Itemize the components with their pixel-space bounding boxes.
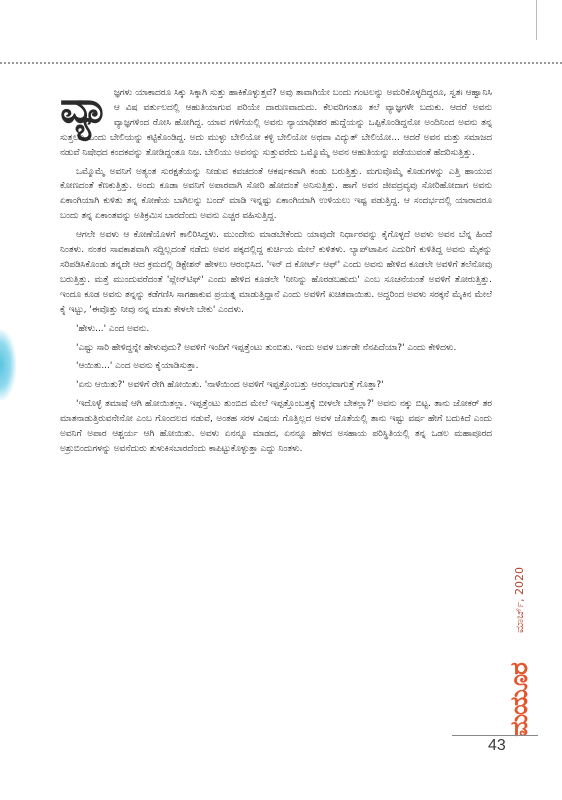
paragraph-3: ಆಗಲೇ ಅವಳು ಆ ಕೋಣೆಯೊಳಗೆ ಕಾಲಿರಿಸಿದ್ದಳು. ಮುಂದೇನು ಮಾಡಬೇಕೆಂದು ಯಾವುದೇ ನಿರ್ಧಾರವನ್ನು ಕೈಗೊಳ್ಳದೆ ಅವಳು ಅವನ ಬೆನ್ನ ಹಿಂದೆ ನಿಂತಳು. ನಂತರ ಸಾವಕಾಶವಾಗಿ ಸದ್ದಿಲ್ಲದಂತೆ ನಡೆದು ಅವನ ಪಕ್ಕದಲ್ಲಿದ್ದ ಕುರ್ಚಿಯ ಮೇಲೆ ಕುಳಿತಳು. ಲ್ಯಾಪ್‌ಟಾಪಿನ ಎದುರಿಗೆ ಕುಳಿತಿದ್ದ ಅವನು ಮೈಕನ್ನು ಸರಿಪಡಿಸಿಕೊಂಡು ತನ್ನದೇ ಆದ ಕ್ರಮದಲ್ಲಿ ಡಿಕ್ಟೇಶನ್ ಹೇಳಲು ಆರಂಭಿಸಿದ. 'ಇನ್ ದ ಕೋರ್ಟ್ ಆಫ್' ಎಂದು ಅವನು ಹೇಳಿದ ಕೂಡಲೇ ಅವಳಿಗೆ ತಲೆನೋವು ಬರುತ್ತಿತ್ತು. ಮತ್ತೆ ಮುಂದುವರೆದಂತೆ 'ಪ್ಲೇನ್‌ಟಿಫ್' ಎಂದು ಹೇಳಿದ ಕೂಡಲೇ 'ನೀನಿನ್ನು ಹೊರಡಬಹುದು' ಎಂಬ ಸೂಚನೆಯಂತೆ ಅವಳಿಗೆ ತೋರುತ್ತಿತ್ತು. ಇಂದೂ ಕೂಡ ಅವನು ತನ್ನನ್ನು ಕಡೆಗಣಿಸಿ ಸಾಗಹಾಕುವ ಪ್ರಯತ್ನ ಮಾಡುತ್ತಿದ್ದಾನೆ ಎಂದು ಅವಳಿಗೆ ಖಚಿತವಾಯಿತು. ಅದ್ದರಿಂದ ಅವಳು ಸರಕ್ಕನೆ ಮೈಕಿನ ಮೇಲೆ ಕೈ ಇಟ್ಟು, 'ಈವೊತ್ತು ನೀವು ನನ್ನ ಮಾತು ಕೇಳಲೇ ಬೇಕು' ಎಂದಳು.: [60, 230, 492, 315]
dialogue-4: 'ಏನು ಆಯಿತು?' ಅವಳಿಗೆ ರೇಗಿ ಹೋಯಿತು. 'ನಾಳೆಯಿಂದ ಅವಳಿಗೆ ಇಪ್ಪತ್ತೊಂಬತ್ತು ಆರಂಭವಾಗುತ್ತೆ ಗೊತ್ತಾ?': [76, 380, 384, 391]
magazine-logo-text: ಮಯೂರ: [505, 663, 534, 737]
magazine-logo: [500, 660, 538, 740]
watercolor-splash: [0, 330, 16, 400]
corner-mark: [536, 0, 562, 40]
paragraph-2: ಒಮ್ಮೊಮ್ಮೆ ಅವನಿಗೆ ಅತ್ಯಂತ ಸುರಕ್ಷತೆಯನ್ನು ನೀಡುವ ಕವಚದಂತೆ ಆಕರ್ಷಕವಾಗಿ ಕಂಡು ಬರುತ್ತಿತ್ತು. ಮಗುವೊಮ್ಮೆ ಕೊಡುಗಳನ್ನು ಎತ್ತಿ ಹಾಯುವ ಕೋಣದಂತೆ ಕೆಣಕುತ್ತಿತ್ತು. ಅಂದು ಕೂಡಾ ಅವನಿಗೆ ಅಪಾರವಾಗಿ ಸೋರಿ ಹೋದಂತೆ ಅನಿಸುತ್ತಿತ್ತು. ಹಾಗೆ ಅವನ ಜೀವದ್ರವ್ಯವು ಸೋರಿಹೋದಾಗ ಅವನು ಏಕಾಂಗಿಯಾಗಿ ಕುಳಿತು ತನ್ನ ಕೋಣೆಯ ಬಾಗಿಲನ್ನು ಬಂದ್ ಮಾಡಿ ಇನ್ನಷ್ಟು ಏಕಾಂಗಿಯಾಗಿ ಉಳಿಯಲು ಇಷ್ಟ ಪಡುತ್ತಿದ್ದ. ಆ ಸಂದರ್ಭದಲ್ಲಿ ಯಾರಾದರೂ ಬಂದು ತನ್ನ ಏಕಾಂತವನ್ನು ಅತಿಕ್ರಮಿಸ ಬಾರದೆಂದು ಅವನು ಎಚ್ಚರ ವಹಿಸುತ್ತಿದ್ದ.: [60, 166, 492, 222]
page-number-rule: [452, 735, 538, 736]
drop-cap: ವ್ಯಾ: [60, 82, 110, 133]
dialogue-5: 'ಇದೊಳ್ಳೆ ತಮಾಷೆ ಆಗಿ ಹೋಯಿತಲ್ಲಾ. ಇಪ್ಪತ್ತೆಂಟು ತುಂಬಿದ ಮೇಲೆ ಇಪ್ಪತ್ತೊಂಬತ್ತಕ್ಕೆ ಬೀಳಲೇ ಬೇಕಲ್ಲಾ?' ಅವನು ನಕ್ಕು ಬಿಟ್ಟ. ತಾನು ಜೋಕರ್ ತರ ಮಾತನಾಡುತ್ತಿರುವನೇನೋ ಎಂಬ ಗೊಂದಲದ ನಡುವೆ, ಅಂತಹ ಸರಳ ವಿಷಯ ಗೊತ್ತಿಲ್ಲದ ಅವಳ ಜೊತೆಯಲ್ಲಿ ತಾನು ಇಷ್ಟು ವರ್ಷ ಹೇಗೆ ಬದುಕಿದೆ ಎಂದು ಅವನಿಗೆ ಅಪಾರ ಆಶ್ಚರ್ಯ ಆಗಿ ಹೋಯಿತು. ಅವಳು ಏನನ್ನೂ ಮಾಡದ, ಏನನ್ನೂ ಹೇಳದ ಅಸಹಾಯ ಪರಿಸ್ಥಿತಿಯಲ್ಲಿ ತನ್ನ ಒಡಲ ಮಹಾಪೂರದ ಅಶ್ರುಬಿಂದುಗಳನ್ನು ಅವನೆದುರು ತುಳುಕಿಸಬಾರದೆಂದು ಕಾಪಿಟ್ಟುಕೊಳ್ಳುತ್ತಾ ಎದ್ದು ನಿಂತಳು.: [60, 399, 492, 454]
paragraph-1: [60, 82, 492, 161]
issue-date: [510, 540, 530, 660]
paragraph-1-text: ಜ್ಞಗಳು ಯಾಕಾದರೂ ಸಿಕ್ಕು ಸಿಕ್ಕಾಗಿ ಸುತ್ತು ಹಾಕಿಕೊಳ್ಳುತ್ತವೆ? ಅವು ತಾವಾಗಿಯೇ ಬಂದು ಗಂಟಲನ್ನು ಅಮರಿಕೊಳ್ಳದಿದ್ದರೂ, ಸ್ವತಃ ಆಹ್ವಾನಿಸಿ ಆ ವಿಷ ವರ್ತುಲದಲ್ಲಿ ಆಹುತಿಯಾಗುವ ಪರಿಯೇ ದಾರುಣವಾದುದು. ಕೆಲವರಿಗಂತೂ ತಲೆ ವ್ಯಾಜ್ಞಗಳೇ ಬದುಕು. ಆದರೆ ಅವನು ವ್ಯಾಜ್ಞಗಳಿಂದ ರೋಸಿ ಹೋಗಿದ್ದ. ಯಾವ ಗಳಿಗೆಯಲ್ಲಿ ಅವನು ನ್ಯಾಯಾಧೀಶರ ಹುದ್ದೆಯನ್ನು ಒಪ್ಪಿಕೊಂಡಿದ್ದನೋ ಅಂದಿನಿಂದ ಅವನು ತನ್ನ ಸುತ್ತಲೂ ಒಂದು ಬೇಲಿಯನ್ನು ಕಟ್ಟಿಕೊಂಡಿದ್ದ. ಅದು ಮುಳ್ಳು ಬೇಲಿಯೋ ಕಳ್ಳಿ ಬೇಲಿಯೋ ಅಥವಾ ವಿದ್ಯುತ್ ಬೇಲಿಯೋ... ಆದರೆ ಅವನ ಮತ್ತು ಸಮಾಜದ ನಡುವೆ ನಿಷೇಧದ ಕಂದಕವನ್ನು ತೋಡಿದ್ದಂತೂ ನಿಜ. ಬೇಲಿಯು ಅವನನ್ನು ಸುತ್ತುವರೆದು ಒಮ್ಮೊಮ್ಮೆ ಅವನ ಆಹುತಿಯನ್ನು ಪಡೆಯುವಂತೆ ಹೆದರಿಸುತ್ತಿತ್ತು.: [60, 88, 492, 158]
page-number: 43: [488, 737, 506, 754]
dialogue-2: 'ಎಷ್ಟು ಸಾರಿ ಹೇಳಿದ್ದನ್ನೇ ಹೇಳುವುದು? ಅವಳಿಗೆ ಇಂದಿಗೆ ಇಪ್ಪತ್ತೆಂಟು ತುಂಬಿತು. ಇಂದು ಅವಳ ಬರ್ತಡೇ ನೆನಪಿದೆಯಾ?' ಎಂದು ಕೇಳಿದಳು.: [76, 342, 457, 353]
dialogue-1: 'ಹೇಳು...' ಎಂದ ಅವನು.: [76, 323, 150, 334]
dialogue-3: 'ಆಯಿತು...' ಎಂದ ಅವನು ಕೈಯಾಡಿಸುತ್ತಾ.: [76, 361, 199, 372]
article-body: [60, 82, 492, 461]
top-dotted-rule: [0, 62, 562, 64]
issue-date-text: ಮಾರ್ಚ್, 2020: [513, 566, 527, 634]
